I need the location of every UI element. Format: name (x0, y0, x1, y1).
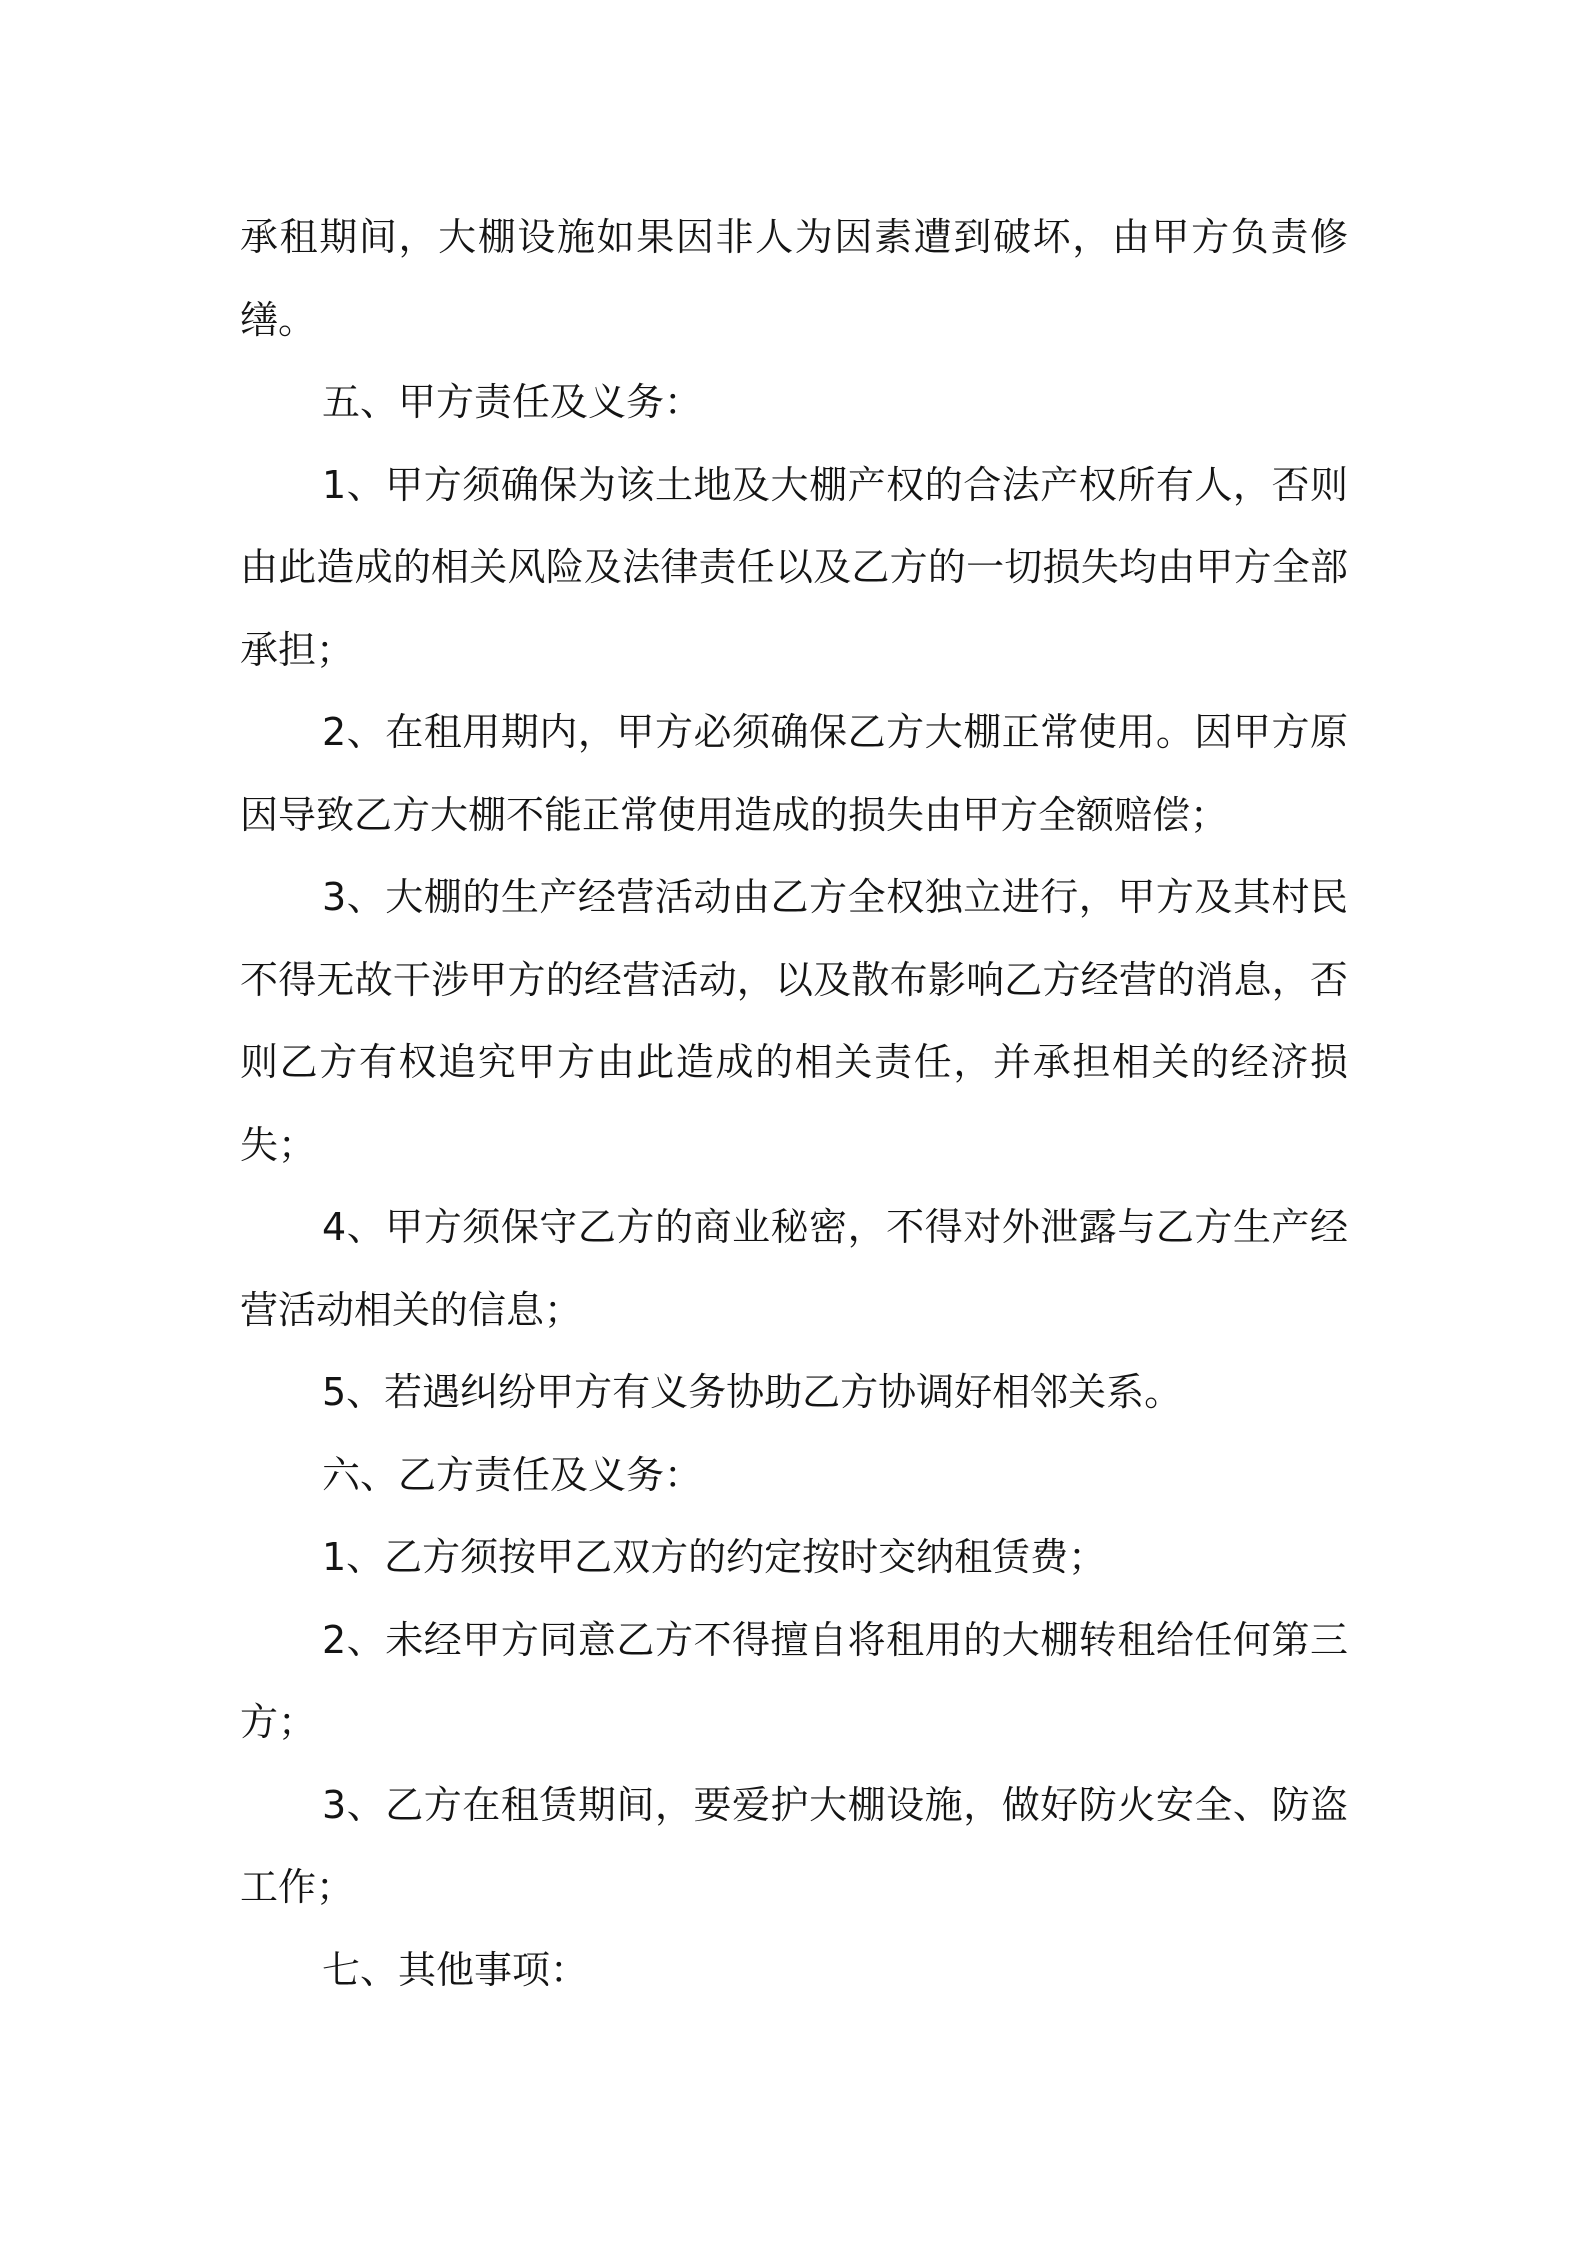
clause-6-2: 2、未经甲方同意乙方不得擅自将租用的大棚转租给任何第三方； (240, 1617, 1348, 1744)
clause-5-2: 2、在租用期内，甲方必须确保乙方大棚正常使用。因甲方原因导致乙方大棚不能正常使用造成的损失由甲方全额赔偿； (240, 710, 1348, 837)
clause-6-1: 1、乙方须按甲乙双方的约定按时交纳租赁费； (322, 1535, 1107, 1579)
clause-5-5: 5、若遇纠纷甲方有义务协助乙方协调好相邻关系。 (322, 1370, 1183, 1414)
document-body (240, 196, 1348, 2011)
clause-6-3: 3、乙方在租赁期间，要爱护大棚设施，做好防火安全、防盗工作； (240, 1782, 1348, 1909)
paragraph-continuation: 承租期间，大棚设施如果因非人为因素遭到破坏，由甲方负责修缮。 (240, 215, 1348, 342)
section-heading-7: 七、其他事项： (322, 1947, 589, 1992)
clause-5-3: 3、大棚的生产经营活动由乙方全权独立进行，甲方及其村民不得无故干涉甲方的经营活动，以及散布影响乙方经营的消息，否则乙方有权追究甲方由此造成的相关责任，并承担相关的经济损失； (240, 875, 1348, 1167)
clause-5-1: 1、甲方须确保为该土地及大棚产权的合法产权所有人，否则由此造成的相关风险及法律责任以及乙方的一切损失均由甲方全部承担； (240, 462, 1348, 672)
clause-5-4: 4、甲方须保守乙方的商业秘密，不得对外泄露与乙方生产经营活动相关的信息； (240, 1205, 1348, 1332)
section-heading-6: 六、乙方责任及义务： (322, 1452, 703, 1497)
section-heading-5: 五、甲方责任及义务： (322, 380, 703, 424)
